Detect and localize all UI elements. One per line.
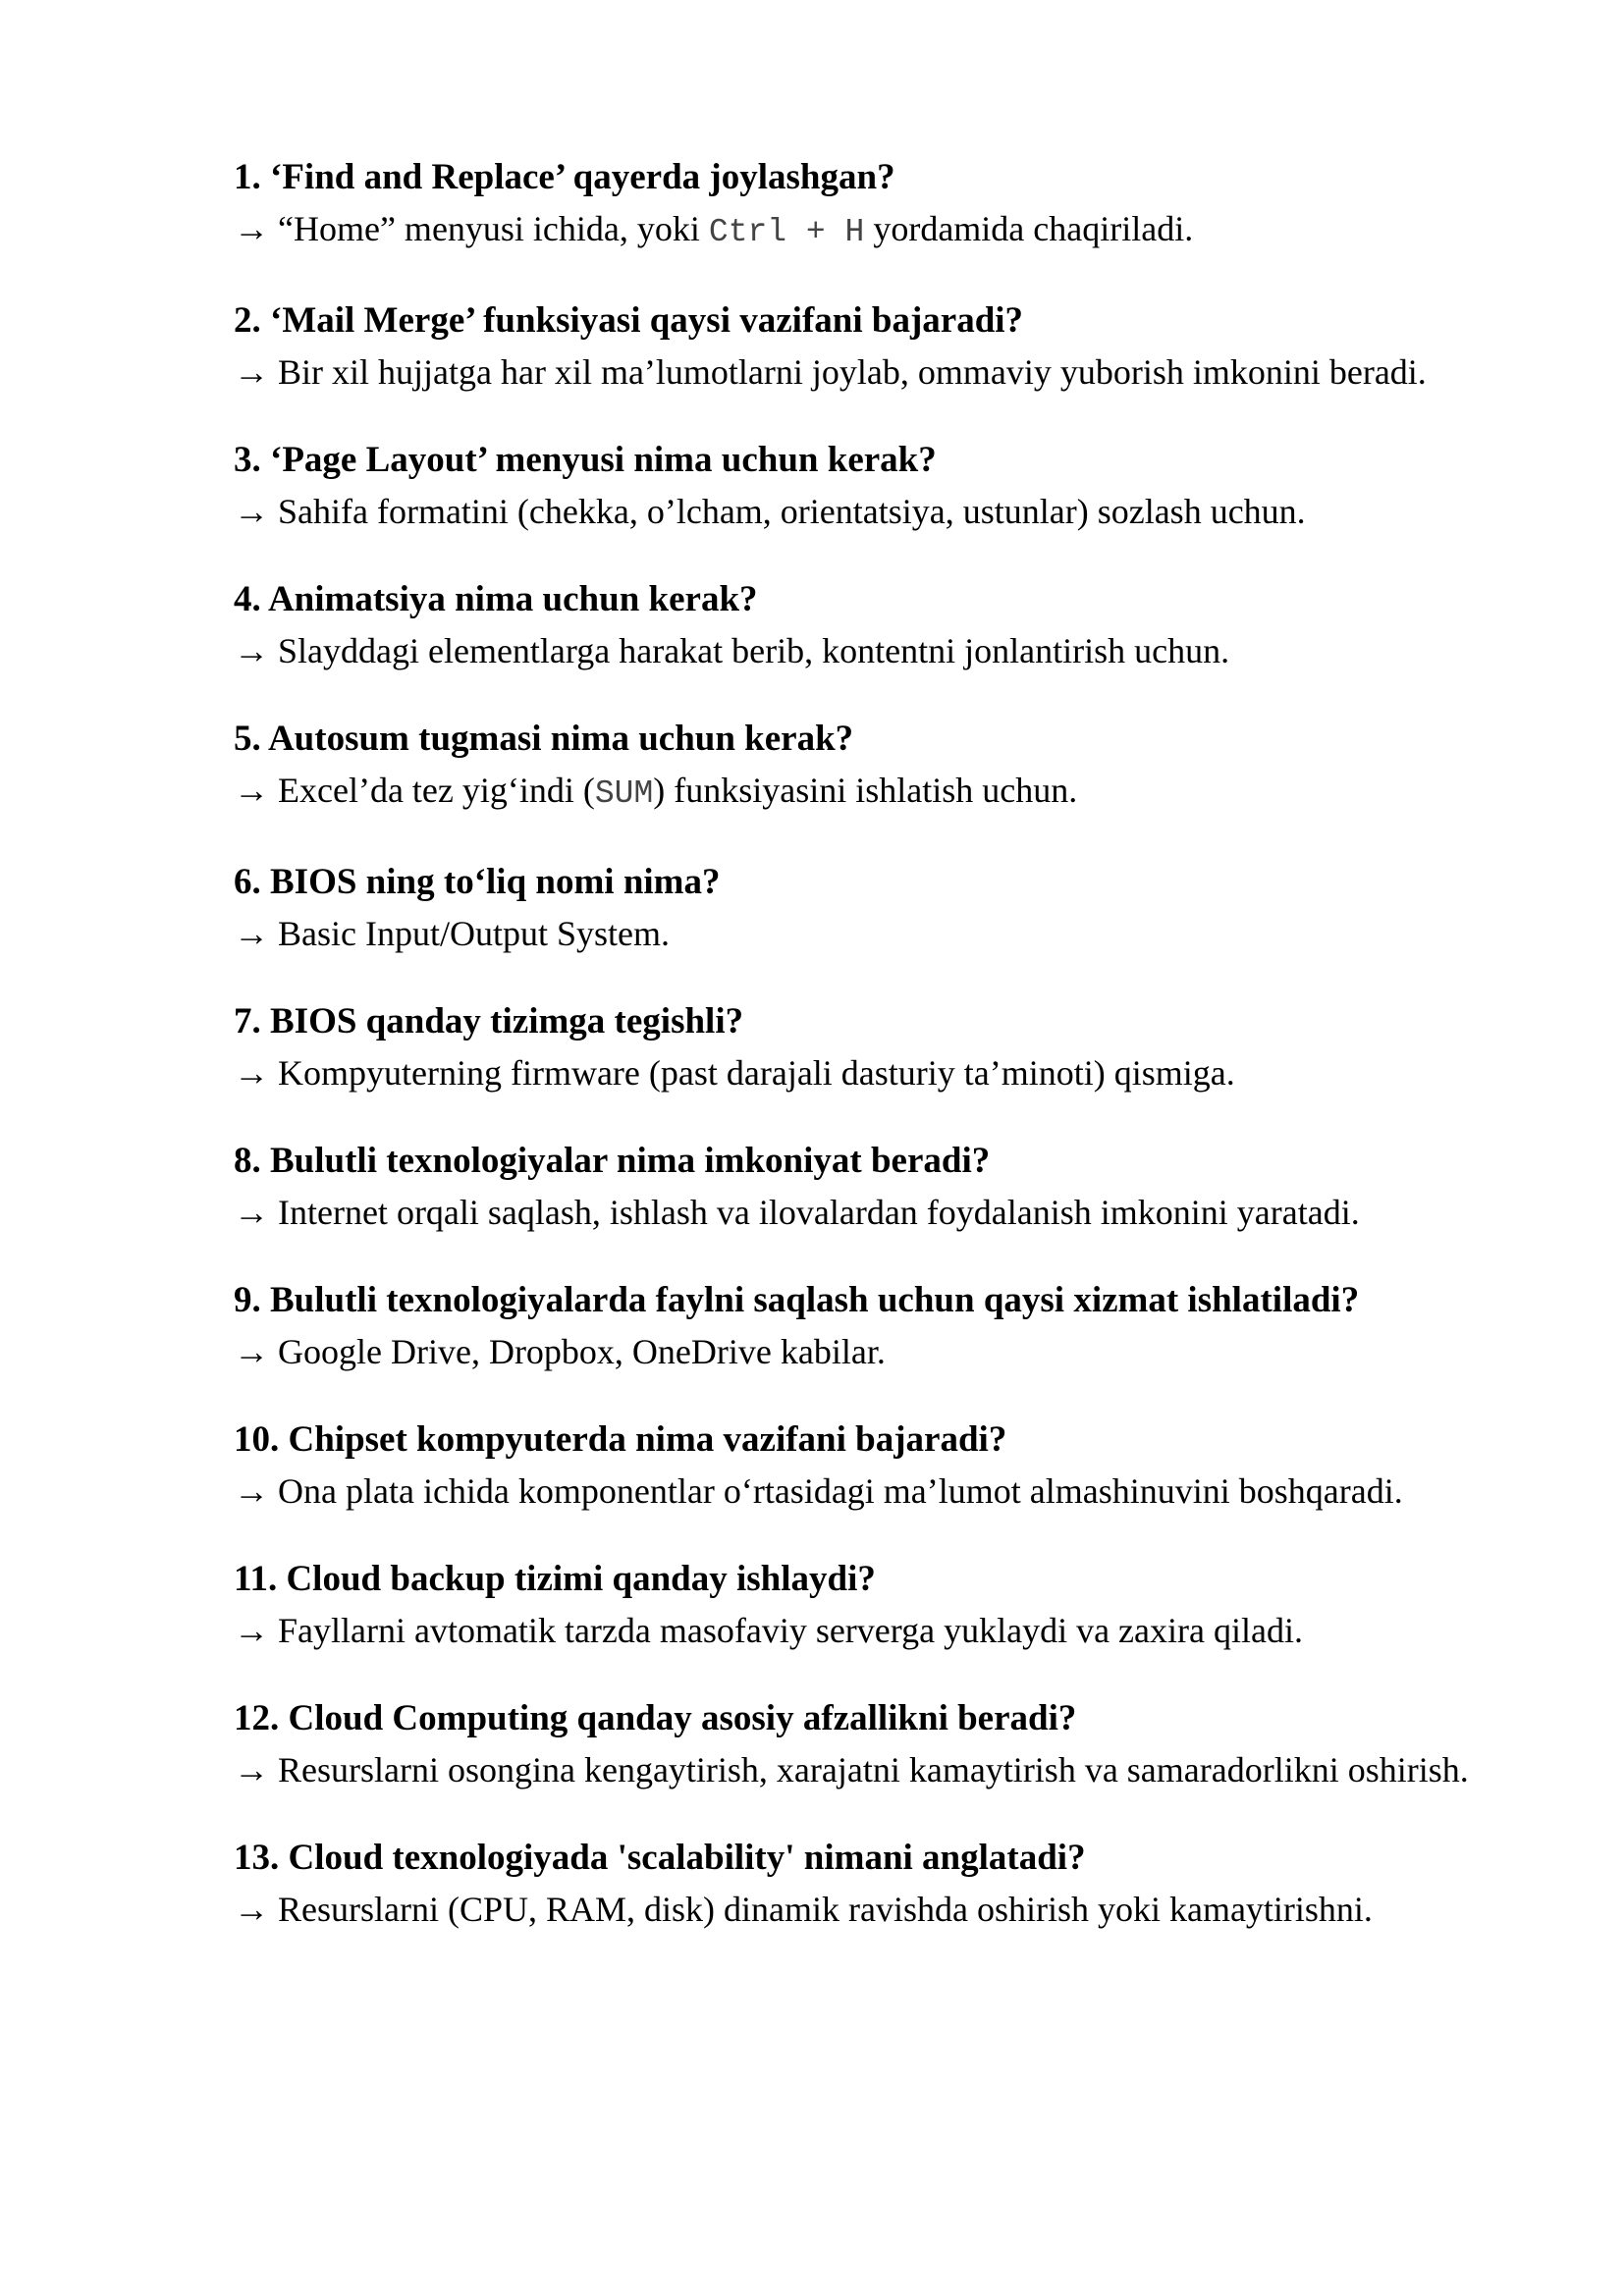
answer-1-text-end: yordamida chaqiriladi.: [864, 209, 1194, 248]
qa-item-4: [234, 574, 1540, 676]
answer-1-shortcut: Ctrl + H: [708, 214, 865, 250]
question-2: 2. ‘Mail Merge’ funksiyasi qaysi vazifani bajaradi?: [234, 300, 1024, 341]
answer-4: → Slayddagi elementlarga harakat berib, kontentni jonlantirish uchun.: [234, 631, 1230, 670]
question-11: 11. Cloud backup tizimi qanday ishlaydi?: [234, 1559, 876, 1599]
answer-5-text-start: → Excel’da tez yig‘indi (: [234, 771, 595, 810]
question-4: 4. Animatsiya nima uchun kerak?: [234, 579, 758, 619]
qa-item-6: [234, 857, 1540, 959]
answer-12: → Resurslarni osongina kengaytirish, xarajatni kamaytirish va samaradorlikni oshirish.: [234, 1750, 1469, 1789]
answer-11: → Fayllarni avtomatik tarzda masofaviy serverga yuklaydi va zaxira qiladi.: [234, 1611, 1303, 1650]
answer-9: → Google Drive, Dropbox, OneDrive kabilar.: [234, 1332, 886, 1371]
answer-5: [234, 765, 1540, 820]
qa-list: [234, 152, 1540, 1972]
qa-item-5: [234, 714, 1540, 820]
question-6: 6. BIOS ning to‘liq nomi nima?: [234, 862, 721, 902]
qa-item-3: [234, 435, 1540, 537]
question-8: 8. Bulutli texnologiyalar nima imkoniyat beradi?: [234, 1141, 991, 1181]
answer-8: → Internet orqali saqlash, ishlash va ilovalardan foydalanish imkonini yaratadi.: [234, 1193, 1360, 1232]
question-1: 1. ‘Find and Replace’ qayerda joylashgan?: [234, 157, 895, 197]
answer-6: → Basic Input/Output System.: [234, 914, 670, 953]
qa-item-11: [234, 1554, 1540, 1656]
qa-item-1: [234, 152, 1540, 258]
qa-item-9: [234, 1275, 1540, 1377]
question-5: 5. Autosum tugmasi nima uchun kerak?: [234, 719, 854, 759]
answer-3: → Sahifa formatini (chekka, o’lcham, orientatsiya, ustunlar) sozlash uchun.: [234, 492, 1306, 531]
qa-item-12: [234, 1693, 1540, 1795]
answer-5-function-name: SUM: [594, 775, 654, 812]
question-12: 12. Cloud Computing qanday asosiy afzallikni beradi?: [234, 1698, 1077, 1738]
question-13: 13. Cloud texnologiyada 'scalability' nimani anglatadi?: [234, 1838, 1086, 1878]
answer-5-text-end: ) funksiyasini ishlatish uchun.: [653, 771, 1078, 810]
answer-10: → Ona plata ichida komponentlar o‘rtasidagi ma’lumot almashinuvini boshqaradi.: [234, 1471, 1403, 1511]
qa-item-13: [234, 1833, 1540, 1935]
question-7: 7. BIOS qanday tizimga tegishli?: [234, 1001, 744, 1041]
qa-item-7: [234, 996, 1540, 1098]
answer-2: → Bir xil hujjatga har xil ma’lumotlarni joylab, ommaviy yuborish imkonini beradi.: [234, 352, 1427, 392]
qa-item-10: [234, 1415, 1540, 1517]
answer-13: → Resurslarni (CPU, RAM, disk) dinamik ravishda oshirish yoki kamaytirishni.: [234, 1890, 1373, 1929]
question-9: 9. Bulutli texnologiyalarda faylni saqlash uchun qaysi xizmat ishlatiladi?: [234, 1280, 1360, 1320]
question-10: 10. Chipset kompyuterda nima vazifani bajaradi?: [234, 1419, 1007, 1460]
answer-7: → Kompyuterning firmware (past darajali dasturiy ta’minoti) qismiga.: [234, 1053, 1235, 1093]
answer-1: [234, 203, 1540, 258]
answer-1-text-start: → “Home” menyusi ichida, yoki: [234, 209, 709, 248]
qa-item-8: [234, 1136, 1540, 1238]
qa-item-2: [234, 295, 1540, 398]
question-3: 3. ‘Page Layout’ menyusi nima uchun kerak?: [234, 440, 937, 480]
